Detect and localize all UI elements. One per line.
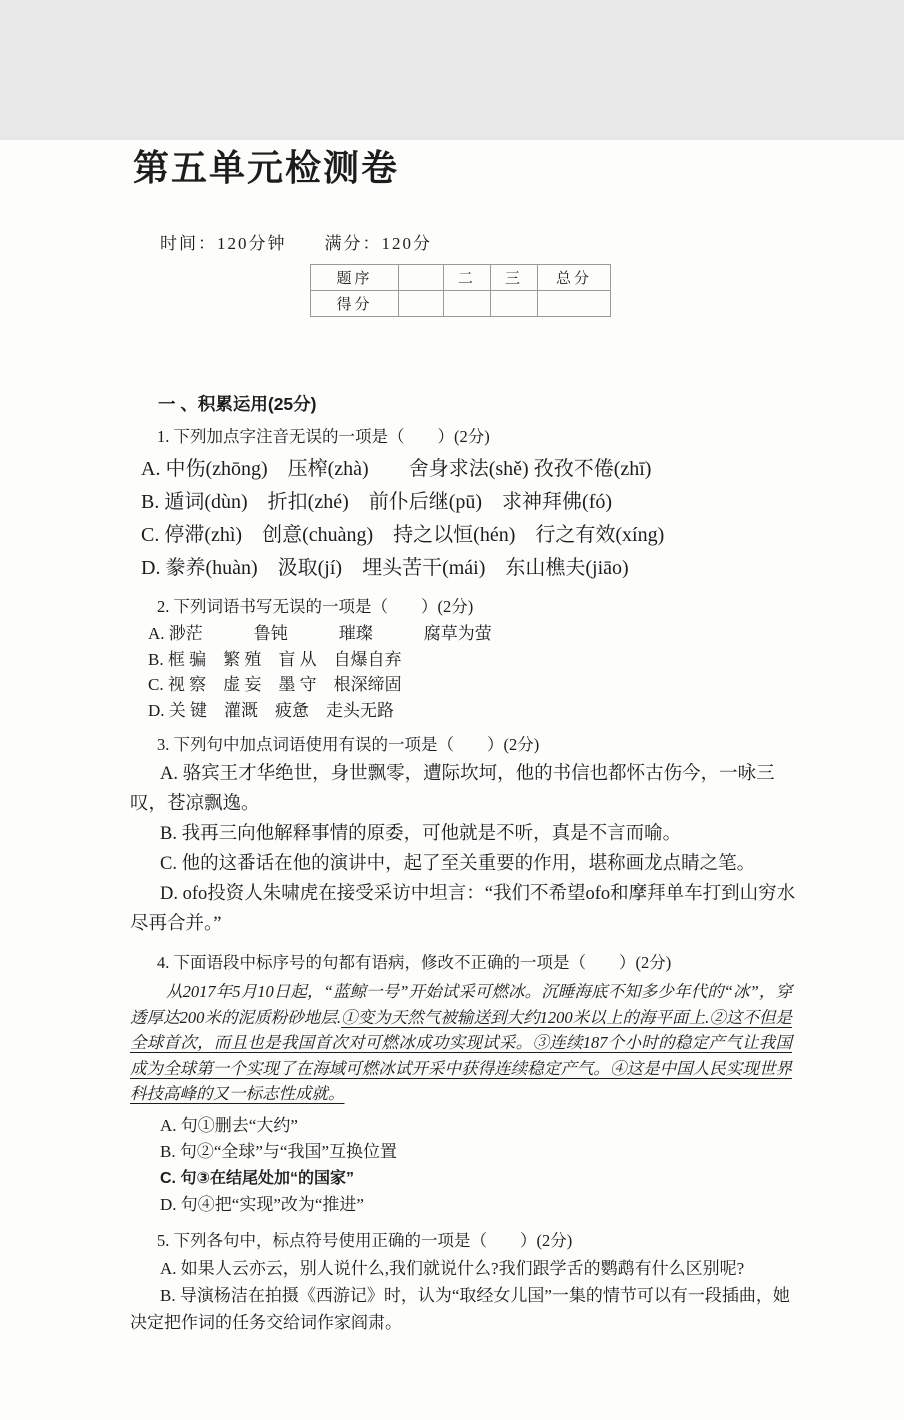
score-table-cell-total: 总分 [538,265,611,291]
score-blank-cell [399,291,444,317]
time-limit-label: 时间：120分钟 [160,234,287,253]
question-1-stem: 1. 下列加点字注音无误的一项是（ ）(2分) [157,427,490,446]
passage-underlined-text: ①变为天然气被输送到大约1200米以上的海平面上.②这不但是全球首次，而且也是我国首次对可燃冰成功实现试采。③连续187个小时的稳定产气让我国成为全球第一个实现了在海域可燃冰试开采中获得连续稳定产气。④这是中国人民实现世界科技高峰的又一标志性成就。 [130,1007,793,1103]
question-2-stem: 2. 下列词语书写无误的一项是（ ）(2分) [157,597,474,616]
question-1-options [141,453,801,585]
score-table-cell-section-2: 二 [444,265,491,291]
question-1-option-b: B. 遁词(dùn) 折扣(zhé) 前仆后继(pū) 求神拜佛(fó) [141,491,613,513]
question-5-option-a: A. 如果人云亦云，别人说什么,我们就说什么?我们跟学舌的鹦鹉有什么区别呢? [160,1258,745,1278]
question-5-option-b: B. 导演杨洁在拍摄《西游记》时，认为“取经女儿国”一集的情节可以有一段插曲，她决定把作词的任务交给词作家阎肃。 [130,1285,790,1332]
question-3-option-a: A. 骆宾王才华绝世，身世飘零，遭际坎坷，他的书信也都怀古伤今，一咏三叹，苍凉飘逸。 [130,764,775,814]
question-5-options [130,1255,798,1336]
score-table-cell-question-order: 题序 [311,265,399,291]
question-4-option-a: A. 句①删去“大约” [160,1115,298,1135]
score-blank-cell [491,291,538,317]
score-table [310,264,611,317]
question-2-option-b: B. 框 骗 繁 殖 盲 从 自爆自弃 [148,649,402,669]
score-table-score-row [311,291,611,317]
question-3-option-d: D. ofo投资人朱啸虎在接受采访中坦言：“我们不希望ofo和摩拜单车打到山穷水尽再合并。” [130,884,796,934]
passage-plain-text: 从2017年5月10日起，“蓝鲸一号”开始试采可燃冰。沉睡海底不知多少年代的“冰”，穿透厚达200米的泥质粉砂地层. [130,982,792,1027]
score-table-cell-section-3: 三 [491,265,538,291]
score-blank-cell [444,291,491,317]
question-3-option-c: C. 他的这番话在他的演讲中，起了至关重要的作用，堪称画龙点睛之笔。 [160,854,756,874]
question-1-option-d: D. 豢养(huàn) 汲取(jí) 埋头苦干(mái) 东山樵夫(jiāo) [141,557,629,579]
question-3-options [130,759,798,939]
score-blank-cell [538,291,611,317]
exam-paper-page [0,140,904,1420]
question-2-options [148,621,788,723]
section-1-heading: 一 、积累运用(25分) [158,394,317,414]
exam-title: 第五单元检测卷 [133,147,400,188]
question-2-option-d: D. 关 键 灌溉 疲惫 走头无路 [148,700,395,720]
score-table-cell-section-1 [399,265,444,291]
score-label-cell: 得分 [311,291,399,317]
question-4-stem: 4. 下面语段中标序号的句都有语病，修改不正确的一项是（ ）(2分) [157,953,672,972]
exam-meta [160,229,904,254]
full-score-label: 满分：120分 [324,234,432,253]
question-4-option-d: D. 句④把“实现”改为“推进” [160,1195,364,1214]
question-2-option-a: A. 渺茫 鲁钝 璀璨 腐草为萤 [148,624,492,643]
question-2-option-c: C. 视 察 虚 妄 墨 守 根深缔固 [148,675,402,694]
question-1-option-a: A. 中伤(zhōng) 压榨(zhà) 舍身求法(shě) 孜孜不倦(zhī) [141,458,652,480]
question-4-option-b: B. 句②“全球”与“我国”互换位置 [160,1142,398,1161]
question-4-option-c: C. 句③在结尾处加“的国家” [160,1169,354,1187]
question-4-passage [130,979,792,1107]
question-3-option-b: B. 我再三向他解释事情的原委，可他就是不听，真是不言而喻。 [160,824,682,844]
question-4-options [160,1113,800,1219]
score-table-header-row [311,265,611,291]
question-3-stem: 3. 下列句中加点词语使用有误的一项是（ ）(2分) [157,735,540,754]
question-1-option-c: C. 停滞(zhì) 创意(chuàng) 持之以恒(hén) 行之有效(xíng) [141,524,665,546]
question-5-stem: 5. 下列各句中，标点符号使用正确的一项是（ ）(2分) [157,1230,573,1250]
